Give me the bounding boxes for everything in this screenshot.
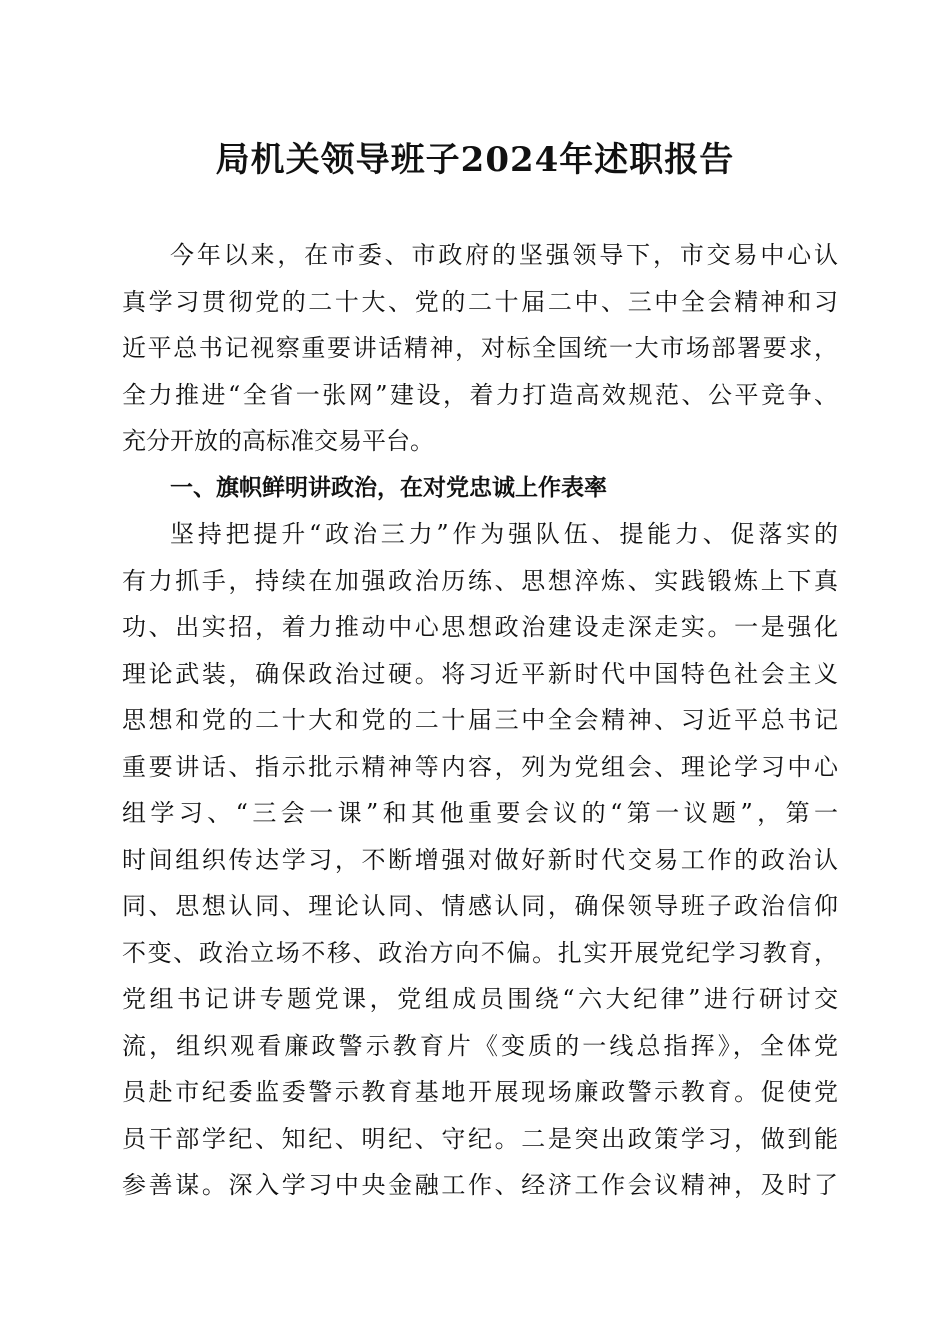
paragraph-line: 员干部学纪、知纪、明纪、守纪。二是突出政策学习，做到能 bbox=[122, 1124, 838, 1153]
paragraph-line: 有力抓手，持续在加强政治历练、思想淬炼、实践锻炼上下真 bbox=[122, 566, 838, 595]
paragraph-line: 不变、政治立场不移、政治方向不偏。扎实开展党纪学习教育， bbox=[122, 938, 838, 967]
paragraph-line: 坚持把提升“政治三力”作为强队伍、提能力、促落实的 bbox=[170, 520, 838, 548]
paragraph-line: 理论武装，确保政治过硬。将习近平新时代中国特色社会主义 bbox=[122, 659, 838, 688]
paragraph-line: 同、思想认同、理论认同、情感认同，确保领导班子政治信仰 bbox=[122, 892, 838, 920]
paragraph-line: 思想和党的二十大和党的二十届三中全会精神、习近平总书记 bbox=[122, 706, 838, 734]
paragraph-line: 充分开放的高标准交易平台。 bbox=[122, 427, 434, 455]
paragraph-line: 全力推进“全省一张网”建设，着力打造高效规范、公平竞争、 bbox=[122, 380, 838, 409]
paragraph-line: 近平总书记视察重要讲话精神，对标全国统一大市场部署要求， bbox=[122, 334, 838, 362]
paragraph-line: 时间组织传达学习，不断增强对做好新时代交易工作的政治认 bbox=[122, 845, 838, 874]
paragraph-line: 今年以来，在市委、市政府的坚强领导下，市交易中心认 bbox=[170, 241, 838, 269]
paragraph-line: 流，组织观看廉政警示教育片《变质的一线总指挥》，全体党 bbox=[122, 1031, 838, 1060]
paragraph-line: 功、出实招，着力推动中心思想政治建设走深走实。一是强化 bbox=[122, 613, 838, 641]
document-title: 局机关领导班子2024年述职报告 bbox=[215, 140, 735, 180]
document-body bbox=[122, 232, 838, 1209]
paragraph-line: 重要讲话、指示批示精神等内容，列为党组会、理论学习中心 bbox=[122, 752, 838, 781]
section-heading: 一、旗帜鲜明讲政治，在对党忠诚上作表率 bbox=[170, 474, 607, 501]
paragraph-line: 员赴市纪委监委警示教育基地开展现场廉政警示教育。促使党 bbox=[122, 1078, 838, 1106]
paragraph-line: 参善谋。深入学习中央金融工作、经济工作会议精神，及时了 bbox=[122, 1171, 838, 1199]
paragraph-line: 党组书记讲专题党课，党组成员围绕“六大纪律”进行研讨交 bbox=[122, 985, 838, 1013]
paragraph-line: 组学习、“三会一课”和其他重要会议的“第一议题”，第一 bbox=[122, 799, 838, 827]
paragraph-line: 真学习贯彻党的二十大、党的二十届二中、三中全会精神和习 bbox=[122, 287, 838, 316]
